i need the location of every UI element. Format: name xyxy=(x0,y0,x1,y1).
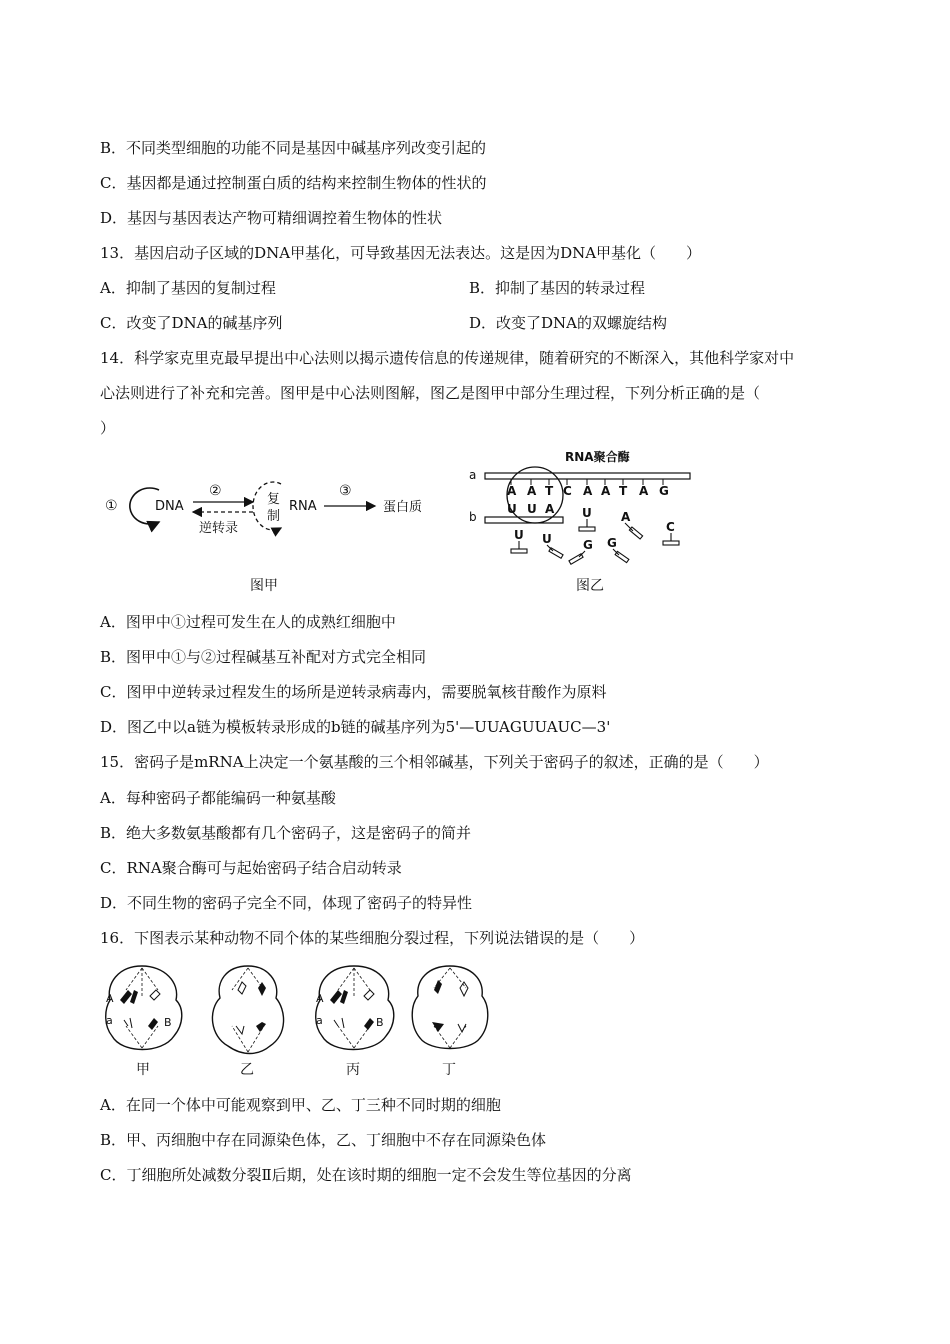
q15-option-a: A．每种密码子都能编码一种氨基酸 xyxy=(100,789,336,807)
svg-text:A: A xyxy=(583,484,593,498)
svg-text:A: A xyxy=(106,992,114,1005)
fig-yi-enzyme: RNA聚合酶 xyxy=(565,450,630,464)
cell-division-diagram xyxy=(98,960,498,1082)
q14-option-b: B．图甲中①与②过程碱基互补配对方式完全相同 xyxy=(100,648,427,666)
q14-option-c: C．图甲中逆转录过程发生的场所是逆转录病毒内，需要脱氧核苷酸作为原料 xyxy=(100,683,607,701)
central-dogma-diagram xyxy=(95,470,440,540)
cell-bing-outline xyxy=(316,966,394,1050)
svg-text:G: G xyxy=(607,536,617,550)
q13-option-b: B．抑制了基因的转录过程 xyxy=(469,279,646,297)
svg-text:B: B xyxy=(376,1016,384,1029)
spindle-fibers xyxy=(126,968,466,1052)
fig-jia-dna: DNA xyxy=(155,499,184,514)
q13-stem: 13．基因启动子区域的DNA甲基化，可导致基因无法表达。这是因为DNA甲基化（ ） xyxy=(100,244,702,262)
q16-stem: 16．下图表示某种动物不同个体的某些细胞分裂过程，下列说法错误的是（ ） xyxy=(100,929,645,947)
fig-yi-strand-b: b xyxy=(469,510,477,524)
q13-option-a: A．抑制了基因的复制过程 xyxy=(100,279,276,297)
q12-option-b: B．不同类型细胞的功能不同是基因中碱基序列改变引起的 xyxy=(100,139,487,157)
svg-text:B: B xyxy=(164,1016,172,1029)
svg-text:G: G xyxy=(583,538,593,552)
fig-jia-reverse: 逆转录 xyxy=(199,521,239,536)
svg-text:a: a xyxy=(316,1014,323,1027)
fig-jia-fu: 复 xyxy=(267,492,281,507)
svg-text:C: C xyxy=(666,520,675,534)
svg-text:A: A xyxy=(545,502,555,516)
svg-text:A: A xyxy=(639,484,649,498)
svg-text:丙: 丙 xyxy=(346,1062,360,1078)
q14-option-a: A．图甲中①过程可发生在人的成熟红细胞中 xyxy=(100,613,396,631)
svg-text:U: U xyxy=(542,532,552,546)
free-nucleotides xyxy=(511,519,679,564)
svg-text:T: T xyxy=(619,484,628,498)
q16-option-b: B．甲、丙细胞中存在同源染色体，乙、丁细胞中不存在同源染色体 xyxy=(100,1131,547,1149)
svg-text:A: A xyxy=(601,484,611,498)
q12-option-d: D．基因与基因表达产物可精细调控着生物体的性状 xyxy=(100,209,443,227)
q15-stem: 15．密码子是mRNA上决定一个氨基酸的三个相邻碱基，下列关于密码子的叙述，正确的是（ ） xyxy=(100,753,769,771)
q12-option-c: C．基因都是通过控制蛋白质的结构来控制生物体的性状的 xyxy=(100,174,487,192)
fig-jia-caption: 图甲 xyxy=(250,578,278,594)
svg-text:U: U xyxy=(514,528,524,542)
q15-option-d: D．不同生物的密码子完全不同，体现了密码子的特异性 xyxy=(100,894,473,912)
fig-yi-strand-a: a xyxy=(469,468,477,482)
strand-a-bases xyxy=(507,484,669,498)
svg-text:U: U xyxy=(527,502,537,516)
strand-b-bases xyxy=(507,502,555,516)
svg-text:U: U xyxy=(582,506,592,520)
q15-option-b: B．绝大多数氨基酸都有几个密码子，这是密码子的简并 xyxy=(100,824,472,842)
q13-option-c: C．改变了DNA的碱基序列 xyxy=(100,314,283,332)
svg-text:丁: 丁 xyxy=(442,1062,456,1078)
svg-text:A: A xyxy=(507,484,517,498)
svg-text:A: A xyxy=(527,484,537,498)
svg-text:G: G xyxy=(659,484,669,498)
fig-jia-rna: RNA xyxy=(289,499,317,514)
svg-text:T: T xyxy=(545,484,554,498)
svg-text:乙: 乙 xyxy=(240,1062,254,1078)
chromosomes xyxy=(120,980,468,1034)
svg-text:甲: 甲 xyxy=(136,1062,150,1078)
q16-option-a: A．在同一个体中可能观察到甲、乙、丁三种不同时期的细胞 xyxy=(100,1096,501,1114)
cell-captions xyxy=(136,1062,456,1078)
fig-jia-label-3: ③ xyxy=(339,483,352,499)
cell-yi-outline xyxy=(212,966,283,1054)
svg-text:a: a xyxy=(106,1014,113,1027)
fig-yi-caption: 图乙 xyxy=(576,578,604,594)
fig-jia-label-2: ② xyxy=(209,483,222,499)
q13-option-d: D．改变了DNA的双螺旋结构 xyxy=(469,314,668,332)
q14-stem-line2: 心法则进行了补充和完善。图甲是中心法则图解，图乙是图甲中部分生理过程，下列分析正确的是（ xyxy=(100,384,761,402)
svg-text:U: U xyxy=(507,502,517,516)
q16-option-c: C．丁细胞所处减数分裂Ⅱ后期，处在该时期的细胞一定不会发生等位基因的分离 xyxy=(100,1166,632,1184)
q15-option-c: C．RNA聚合酶可与起始密码子结合启动转录 xyxy=(100,859,402,877)
q14-stem-line3: ） xyxy=(100,419,116,437)
q14-option-d: D．图乙中以a链为模板转录形成的b链的碱基序列为5'—UUAGUUAUC—3' xyxy=(100,718,611,736)
svg-text:C: C xyxy=(563,484,572,498)
cell-ding-outline xyxy=(412,966,488,1049)
fig-jia-zhi: 制 xyxy=(267,509,281,524)
q14-stem-line1: 14．科学家克里克最早提出中心法则以揭示遗传信息的传递规律，随着研究的不断深入，其他科学家对中 xyxy=(100,349,795,367)
fig-jia-protein: 蛋白质 xyxy=(383,500,423,515)
fig-jia-label-1: ① xyxy=(105,498,118,514)
transcription-diagram xyxy=(465,445,700,570)
svg-text:A: A xyxy=(316,992,324,1005)
cell-jia-outline xyxy=(106,966,182,1050)
svg-text:A: A xyxy=(621,510,631,524)
